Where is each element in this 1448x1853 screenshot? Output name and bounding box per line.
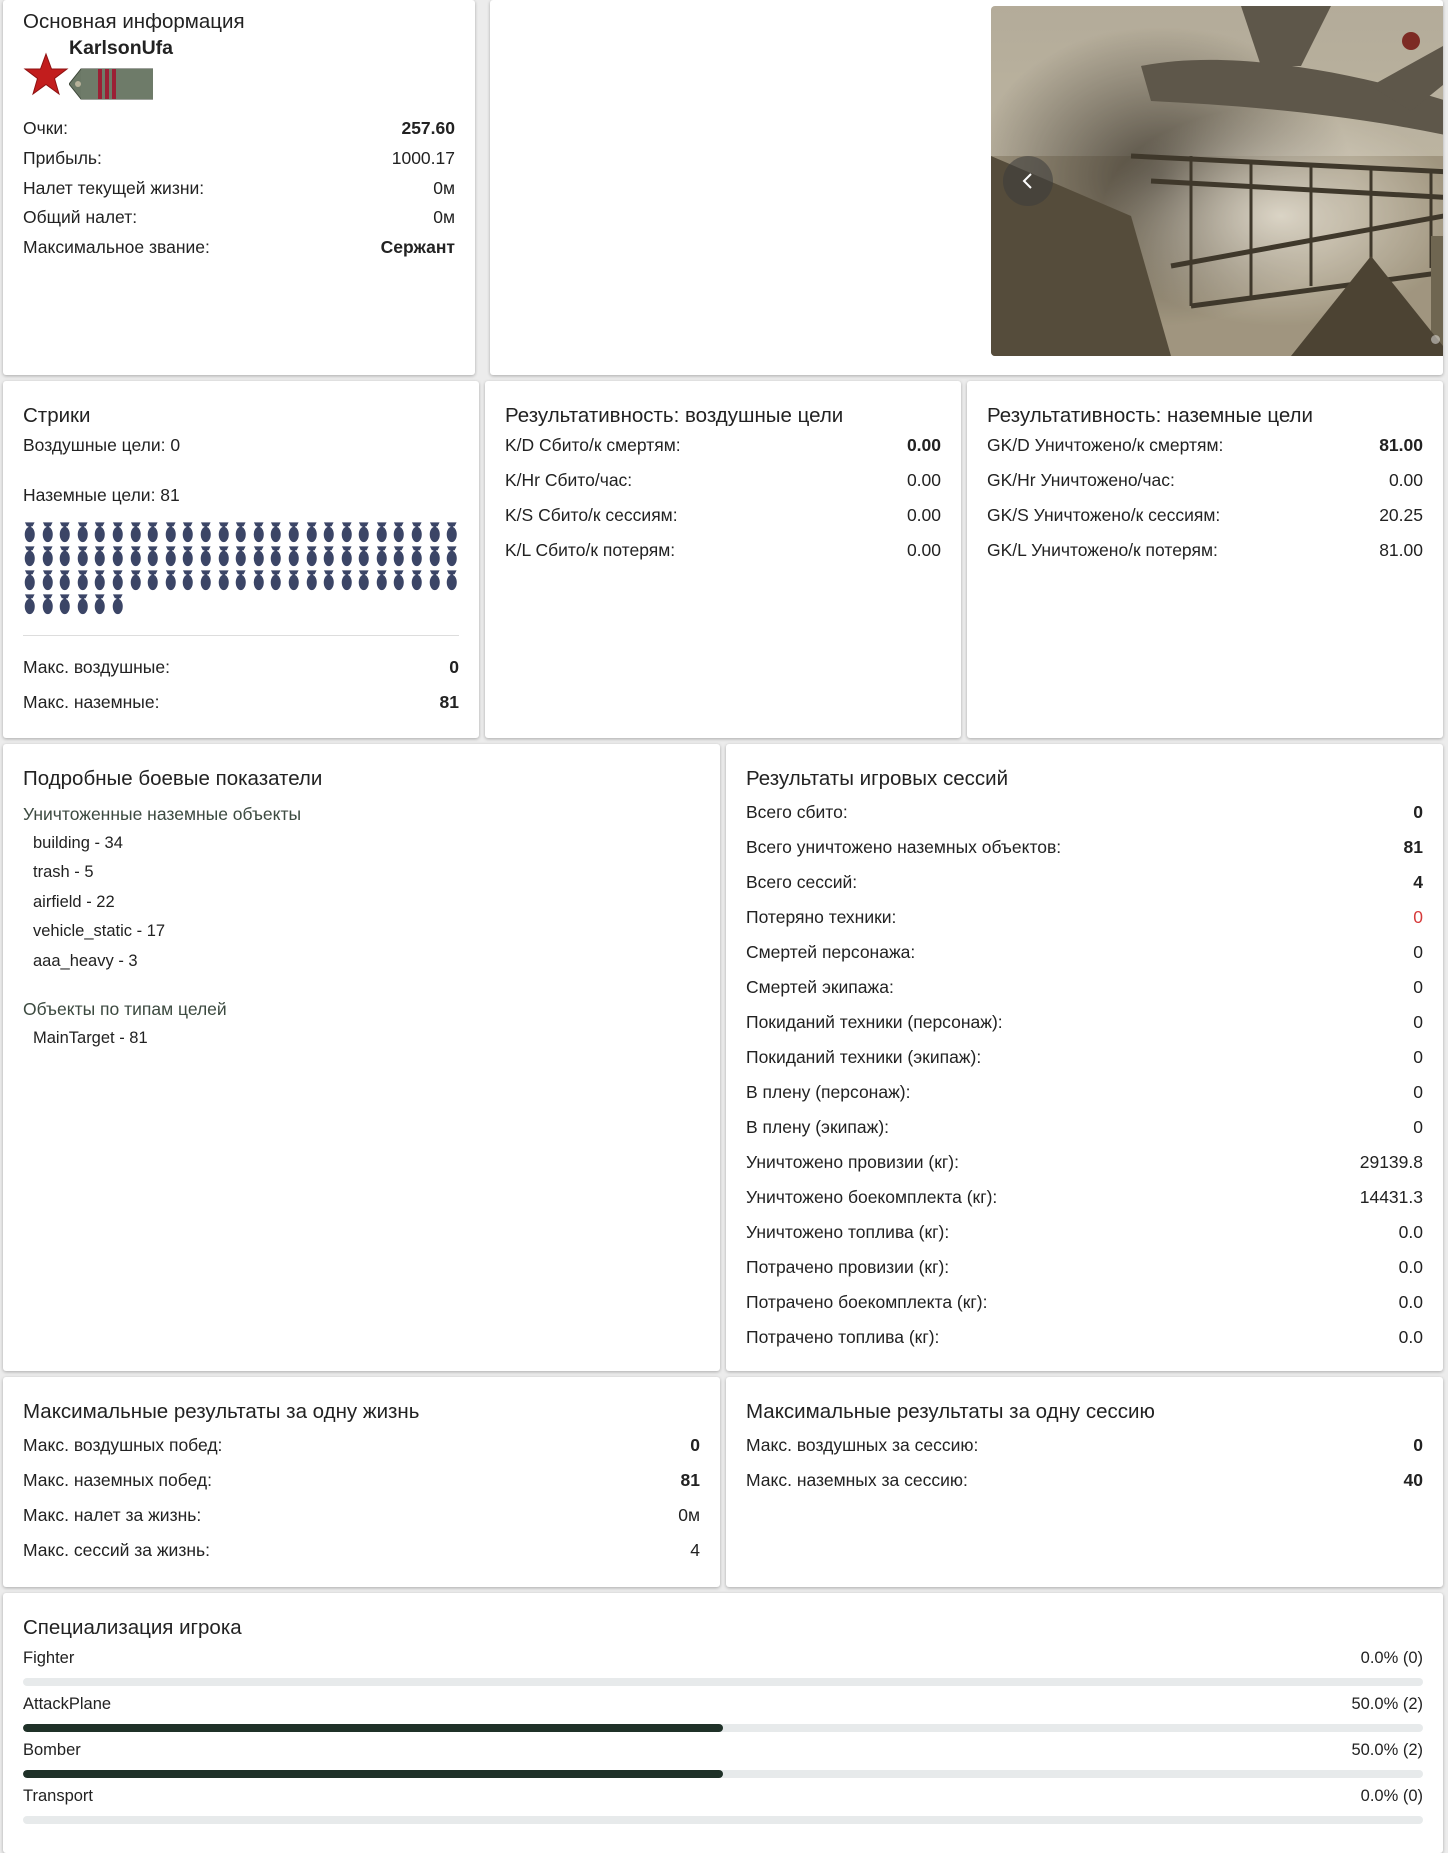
carousel-prev-button[interactable] (1003, 156, 1053, 206)
max-air-label: Макс. воздушные: (23, 657, 170, 677)
bomb-icon (428, 545, 442, 567)
stat-label: GK/Hr Уничтожено/час: (987, 470, 1175, 490)
bomb-icon (410, 569, 424, 591)
bomb-icon (217, 521, 231, 543)
stat-value: 4 (1413, 872, 1423, 892)
bomb-icon (41, 569, 55, 591)
bomb-icon (234, 569, 248, 591)
stat-value: 81.00 (1379, 540, 1423, 560)
session-results-title: Результаты игровых сессий (746, 767, 1009, 790)
ground-performance-rows (987, 428, 1423, 568)
specialization-title: Специализация игрока (23, 1616, 242, 1639)
stat-row (23, 174, 455, 204)
bomb-icon (93, 521, 107, 543)
bomb-icon (234, 521, 248, 543)
stat-value: 29139.8 (1359, 1152, 1423, 1172)
bomb-icon (287, 545, 301, 567)
spec-label: AttackPlane (23, 1695, 112, 1713)
player-name[interactable]: KarlsonUfa (69, 37, 174, 59)
stat-label: Уничтожено провизии (кг): (746, 1152, 959, 1172)
stat-value: 0.00 (906, 505, 941, 525)
bomb-icon (392, 569, 406, 591)
stat-label: K/L Сбито/к потерям: (505, 540, 676, 560)
divider (23, 635, 459, 636)
max-ground-value: 81 (439, 692, 459, 712)
stat-value: 0 (1413, 1082, 1423, 1102)
list-item: MainTarget - 81 (33, 1029, 148, 1048)
stat-value: 0м (433, 177, 455, 198)
streak-ground-targets: Наземные цели: 81 (23, 485, 180, 505)
spec-progress-fill (23, 1724, 723, 1732)
main-info-title: Основная информация (23, 10, 245, 33)
streaks-card (3, 381, 479, 738)
spec-progress-track (23, 1678, 1423, 1686)
stat-value: 1000.17 (391, 147, 455, 168)
stat-value: 257.60 (401, 118, 455, 138)
bomb-icon (445, 569, 459, 591)
bomb-icon (340, 521, 354, 543)
max-ground-label: Макс. наземные: (23, 692, 160, 712)
bomb-icon (146, 521, 160, 543)
bomb-icon (410, 545, 424, 567)
spec-row (23, 1692, 1423, 1732)
bomb-icon (199, 521, 213, 543)
stat-label: Макс. воздушных за сессию: (746, 1435, 979, 1455)
bomb-icon (322, 545, 336, 567)
bomb-icon (93, 569, 107, 591)
max-session-title: Максимальные результаты за одну сессию (746, 1400, 1155, 1423)
stat-row (746, 1320, 1423, 1355)
bomb-icon (58, 593, 72, 615)
stat-value: 0.00 (906, 470, 941, 490)
bomb-icon (392, 545, 406, 567)
bomb-icon (129, 545, 143, 567)
war-scene-illustration (991, 6, 1443, 356)
rank-insignia-icon (69, 68, 153, 100)
spec-progress-track (23, 1770, 1423, 1778)
bomb-icon (111, 521, 125, 543)
stat-label: Всего сессий: (746, 872, 858, 892)
main-info-rows (23, 114, 455, 263)
bomb-icon (217, 545, 231, 567)
bomb-icon (428, 569, 442, 591)
stat-row (746, 935, 1423, 970)
stat-row (746, 1250, 1423, 1285)
stat-value: Сержант (380, 237, 455, 258)
stat-label: Макс. воздушных побед: (23, 1435, 223, 1455)
stat-row (746, 1180, 1423, 1215)
bomb-icon (181, 545, 195, 567)
max-session-card (726, 1377, 1443, 1587)
bomb-icon (445, 545, 459, 567)
stat-label: GK/D Уничтожено/к смертям: (987, 435, 1224, 455)
bomb-icon (164, 545, 178, 567)
stat-value: 20.25 (1379, 505, 1423, 525)
specialization-card (3, 1593, 1443, 1853)
chevron-left-icon (1017, 170, 1039, 192)
stat-label: Покиданий техники (персонаж): (746, 1012, 1003, 1032)
stat-row (987, 463, 1423, 498)
max-life-title: Максимальные результаты за одну жизнь (23, 1400, 420, 1423)
bomb-icon (340, 545, 354, 567)
stat-row (746, 1075, 1423, 1110)
spec-progress-track (23, 1724, 1423, 1732)
spec-row (23, 1646, 1423, 1686)
stat-row (746, 970, 1423, 1005)
stat-value: 0.00 (1388, 470, 1423, 490)
stat-label: Покиданий техники (экипаж): (746, 1047, 982, 1067)
bomb-icon (41, 545, 55, 567)
stat-row (746, 1428, 1423, 1463)
spec-value: 50.0% (2) (1351, 1741, 1423, 1759)
bomb-icon (41, 593, 55, 615)
bomb-icon (357, 521, 371, 543)
bomb-icon (199, 545, 213, 567)
bomb-icon (392, 521, 406, 543)
list-item: aaa_heavy - 3 (33, 951, 138, 970)
stat-label: Макс. наземных побед: (23, 1470, 212, 1490)
stat-row (23, 114, 455, 144)
spec-row-header (23, 1738, 1423, 1762)
bomb-icon (58, 521, 72, 543)
stat-row (987, 428, 1423, 463)
bomb-icon (23, 521, 37, 543)
spec-label: Fighter (23, 1649, 75, 1667)
bomb-icon (164, 521, 178, 543)
list-item: vehicle_static - 17 (33, 922, 166, 941)
stat-label: Уничтожено боекомплекта (кг): (746, 1187, 998, 1207)
stat-value: 40 (1403, 1470, 1423, 1490)
bomb-streak-icons (23, 521, 463, 615)
stat-value: 81 (680, 1470, 700, 1490)
stat-row (505, 498, 941, 533)
stat-label: Очки: (23, 118, 69, 138)
target-types-list (23, 1024, 700, 1053)
stat-label: Прибыль: (23, 147, 102, 168)
bomb-icon (23, 569, 37, 591)
stat-label: В плену (персонаж): (746, 1082, 911, 1102)
detailed-combat-title: Подробные боевые показатели (23, 767, 323, 790)
bomb-icon (252, 569, 266, 591)
spec-row (23, 1784, 1423, 1824)
stat-value: 0 (1413, 977, 1423, 997)
bomb-icon (252, 545, 266, 567)
bomb-icon (305, 569, 319, 591)
carousel-dot[interactable] (1431, 335, 1440, 344)
ground-performance-title: Результативность: наземные цели (987, 404, 1313, 427)
stat-label: K/D Сбито/к смертям: (505, 435, 681, 455)
bomb-icon (129, 569, 143, 591)
spec-row (23, 1738, 1423, 1778)
bomb-icon (428, 521, 442, 543)
stat-value: 0.0 (1398, 1292, 1423, 1312)
stat-value: 0.00 (906, 540, 941, 560)
bomb-icon (111, 545, 125, 567)
bomb-icon (357, 545, 371, 567)
star-icon (23, 52, 69, 98)
max-life-rows (23, 1428, 700, 1568)
carousel-image (991, 6, 1443, 356)
stat-value: 0.00 (906, 435, 941, 455)
carousel-dots (1431, 335, 1443, 344)
bomb-icon (76, 521, 90, 543)
bomb-icon (58, 545, 72, 567)
bomb-icon (164, 569, 178, 591)
bomb-icon (111, 593, 125, 615)
spec-value: 0.0% (0) (1360, 1787, 1423, 1805)
stat-label: K/S Сбито/к сессиям: (505, 505, 678, 525)
bomb-icon (129, 521, 143, 543)
destroyed-objects-list (23, 829, 700, 976)
bomb-icon (76, 545, 90, 567)
stat-label: Потрачено боекомплекта (кг): (746, 1292, 988, 1312)
spec-progress-track (23, 1816, 1423, 1824)
bomb-icon (146, 569, 160, 591)
bomb-icon (234, 545, 248, 567)
bomb-icon (340, 569, 354, 591)
bomb-icon (269, 569, 283, 591)
stat-row (23, 203, 455, 233)
spec-value: 0.0% (0) (1360, 1649, 1423, 1667)
bomb-icon (181, 521, 195, 543)
stat-row (746, 1463, 1423, 1498)
bomb-icon (322, 569, 336, 591)
stat-row (746, 1005, 1423, 1040)
stat-label: K/Hr Сбито/час: (505, 470, 633, 490)
bomb-icon (445, 521, 459, 543)
stat-row (505, 428, 941, 463)
stat-label: Макс. налет за жизнь: (23, 1505, 202, 1525)
stat-row (746, 1285, 1423, 1320)
bomb-icon (93, 593, 107, 615)
bomb-icon (41, 521, 55, 543)
stat-value: 0 (1413, 942, 1423, 962)
bomb-icon (23, 593, 37, 615)
spec-row-header (23, 1692, 1423, 1716)
bomb-icon (305, 545, 319, 567)
streaks-title: Стрики (23, 404, 91, 427)
stat-label: Всего сбито: (746, 802, 848, 822)
stat-row (746, 795, 1423, 830)
main-info-card (3, 0, 475, 375)
stat-label: GK/L Уничтожено/к потерям: (987, 540, 1218, 560)
bomb-icon (287, 569, 301, 591)
session-results-rows (746, 795, 1423, 1355)
stat-row (23, 1428, 700, 1463)
stat-row (987, 533, 1423, 568)
bomb-icon (93, 545, 107, 567)
air-performance-card (485, 381, 961, 738)
max-air-row (23, 650, 459, 685)
stat-row (23, 233, 455, 263)
stat-value: 4 (690, 1540, 700, 1560)
stat-row (23, 144, 455, 174)
bomb-icon (217, 569, 231, 591)
bomb-icon (146, 545, 160, 567)
max-session-rows (746, 1428, 1423, 1498)
streak-air-targets: Воздушные цели: 0 (23, 435, 181, 455)
target-types-heading: Объекты по типам целей (23, 999, 227, 1020)
stat-label: Уничтожено топлива (кг): (746, 1222, 950, 1242)
stat-value: 0 (1413, 802, 1423, 822)
stat-value: 0.0 (1398, 1327, 1423, 1347)
stat-row (746, 865, 1423, 900)
bomb-icon (58, 569, 72, 591)
bomb-icon (181, 569, 195, 591)
screenshot-carousel-card (490, 0, 1443, 375)
list-item: building - 34 (33, 834, 123, 852)
stat-row (505, 533, 941, 568)
list-item: airfield - 22 (33, 892, 115, 911)
stat-row (746, 1110, 1423, 1145)
bomb-icon (199, 569, 213, 591)
bomb-icon (357, 569, 371, 591)
bomb-icon (375, 569, 389, 591)
stat-label: Всего уничтожено наземных объектов: (746, 837, 1062, 857)
stat-value: 14431.3 (1359, 1187, 1423, 1207)
air-performance-rows (505, 428, 941, 568)
spec-value: 50.0% (2) (1351, 1695, 1423, 1713)
stat-label: Макс. сессий за жизнь: (23, 1540, 210, 1560)
stat-label: Смертей персонажа: (746, 942, 916, 962)
spec-row-header (23, 1646, 1423, 1670)
stat-label: Потрачено топлива (кг): (746, 1327, 940, 1347)
stat-value: 81.00 (1379, 435, 1423, 455)
bomb-icon (322, 521, 336, 543)
bomb-icon (252, 521, 266, 543)
destroyed-objects-heading: Уничтоженные наземные объекты (23, 804, 302, 824)
detailed-combat-card (3, 744, 720, 1371)
stat-label: Общий налет: (23, 207, 138, 228)
session-results-card (726, 744, 1443, 1371)
stat-label: Смертей экипажа: (746, 977, 894, 997)
stat-row (987, 498, 1423, 533)
stat-row (746, 1215, 1423, 1250)
spec-progress-fill (23, 1770, 723, 1778)
stat-row (505, 463, 941, 498)
stat-label: Макс. наземных за сессию: (746, 1470, 968, 1490)
bomb-icon (410, 521, 424, 543)
stat-value: 0.0 (1398, 1222, 1423, 1242)
stat-value: 0 (1413, 1047, 1423, 1067)
bomb-icon (375, 521, 389, 543)
spec-row-header (23, 1784, 1423, 1808)
bomb-icon (269, 521, 283, 543)
stat-value: 0.0 (1398, 1257, 1423, 1277)
spec-label: Transport (23, 1787, 93, 1805)
stat-row (23, 1463, 700, 1498)
bomb-icon (375, 545, 389, 567)
bomb-icon (76, 569, 90, 591)
stat-label: В плену (экипаж): (746, 1117, 890, 1137)
stat-value: 0 (1413, 907, 1423, 927)
player-header (23, 38, 455, 110)
stat-label: GK/S Уничтожено/к сессиям: (987, 505, 1221, 525)
max-air-value: 0 (449, 657, 459, 677)
stat-label: Потеряно техники: (746, 907, 897, 927)
bomb-icon (269, 545, 283, 567)
max-ground-row (23, 685, 459, 720)
bomb-icon (111, 569, 125, 591)
stat-value: 0м (433, 207, 455, 228)
stat-value: 0 (1413, 1012, 1423, 1032)
bomb-icon (305, 521, 319, 543)
stat-label: Потрачено провизии (кг): (746, 1257, 950, 1277)
air-performance-title: Результативность: воздушные цели (505, 404, 844, 427)
max-life-card (3, 1377, 720, 1587)
list-item: trash - 5 (33, 863, 94, 882)
stat-value: 0 (1413, 1435, 1423, 1455)
stat-row (746, 1145, 1423, 1180)
stat-value: 0 (690, 1435, 700, 1455)
stat-row (23, 1498, 700, 1533)
stat-value: 0м (678, 1505, 700, 1525)
stat-label: Максимальное звание: (23, 237, 210, 258)
stat-value: 81 (1403, 837, 1423, 857)
bomb-icon (76, 593, 90, 615)
bomb-icon (23, 545, 37, 567)
stat-row (746, 1040, 1423, 1075)
stat-row (23, 1533, 700, 1568)
stat-row (746, 900, 1423, 935)
stat-row (746, 830, 1423, 865)
spec-label: Bomber (23, 1741, 81, 1759)
stat-label: Налет текущей жизни: (23, 177, 205, 198)
bomb-icon (287, 521, 301, 543)
ground-performance-card (967, 381, 1443, 738)
stat-value: 0 (1413, 1117, 1423, 1137)
specialization-rows (23, 1646, 1423, 1824)
